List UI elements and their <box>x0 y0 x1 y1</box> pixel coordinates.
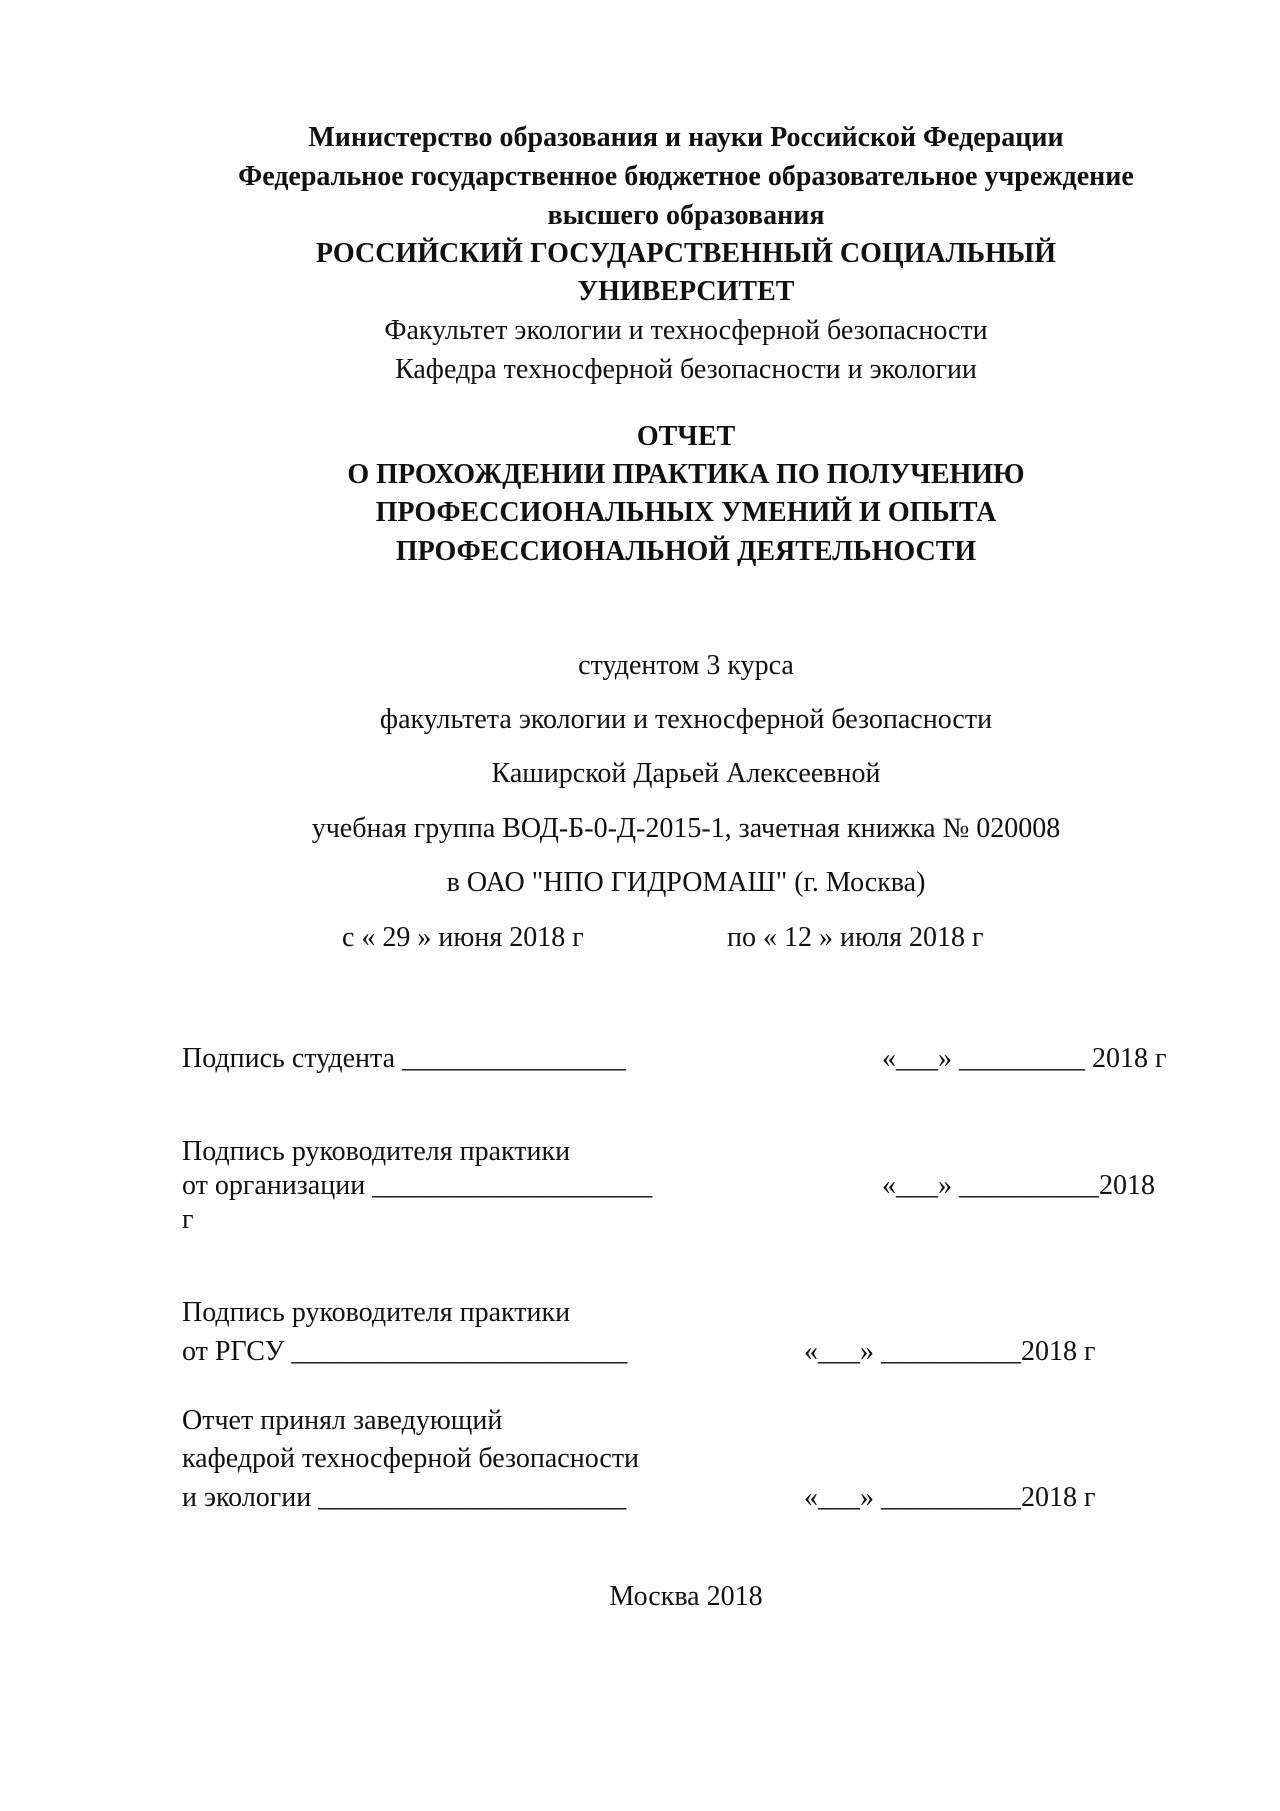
university-name-line2: УНИВЕРСИТЕТ <box>577 276 795 307</box>
student-signature-date: «___» _________ 2018 г <box>882 1043 1167 1074</box>
report-title-line1: ОТЧЕТ <box>636 421 736 452</box>
ministry-name: Министерство образования и науки Российской Федерации <box>308 122 1064 153</box>
institution-name-line1: Федеральное государственное бюджетное образовательное учреждение <box>238 161 1134 192</box>
rgsu-supervisor-label-line2: от РГСУ ________________________ <box>182 1336 628 1367</box>
org-supervisor-date-wrap: г <box>182 1204 194 1235</box>
faculty-name: Факультет экологии и техносферной безопасности <box>384 315 988 346</box>
practice-period-to: по « 12 » июля 2018 г <box>727 922 984 953</box>
student-group: учебная группа ВОД-Б-0-Д-2015-1, зачетная книжка № 020008 <box>311 813 1061 844</box>
report-title-line3: ПРОФЕССИОНАЛЬНЫХ УМЕНИЙ И ОПЫТА <box>375 497 997 528</box>
report-title-line4: ПРОФЕССИОНАЛЬНОЙ ДЕЯТЕЛЬНОСТИ <box>395 536 977 567</box>
institution-name-line2: высшего образования <box>547 200 825 231</box>
report-title-line2: О ПРОХОЖДЕНИИ ПРАКТИКА ПО ПОЛУЧЕНИЮ <box>347 459 1025 490</box>
practice-period-from: с « 29 » июня 2018 г <box>342 922 584 953</box>
org-supervisor-date: «___» __________2018 <box>882 1170 1155 1201</box>
student-name: Каширской Дарьей Алексеевной <box>491 758 881 789</box>
head-of-department-label-line3: и экологии ______________________ <box>182 1482 627 1513</box>
city-year: Москва 2018 <box>609 1581 763 1612</box>
head-of-department-label-line2: кафедрой техносферной безопасности <box>182 1443 640 1474</box>
university-name-line1: РОССИЙСКИЙ ГОСУДАРСТВЕННЫЙ СОЦИАЛЬНЫЙ <box>315 238 1057 269</box>
rgsu-supervisor-date: «___» __________2018 г <box>804 1336 1096 1367</box>
rgsu-supervisor-label-line1: Подпись руководителя практики <box>182 1297 571 1328</box>
student-course: студентом 3 курса <box>578 650 794 681</box>
head-of-department-label-line1: Отчет принял заведующий <box>182 1405 503 1436</box>
org-supervisor-label-line1: Подпись руководителя практики <box>182 1136 571 1167</box>
department-name: Кафедра техносферной безопасности и экологии <box>395 354 977 385</box>
student-faculty: факультета экологии и техносферной безопасности <box>379 704 993 735</box>
org-supervisor-label-line2: от организации ____________________ <box>182 1170 653 1201</box>
head-of-department-date: «___» __________2018 г <box>804 1482 1096 1513</box>
practice-organization: в ОАО "НПО ГИДРОМАШ" (г. Москва) <box>446 867 926 898</box>
student-signature-label: Подпись студента ________________ <box>182 1043 627 1074</box>
